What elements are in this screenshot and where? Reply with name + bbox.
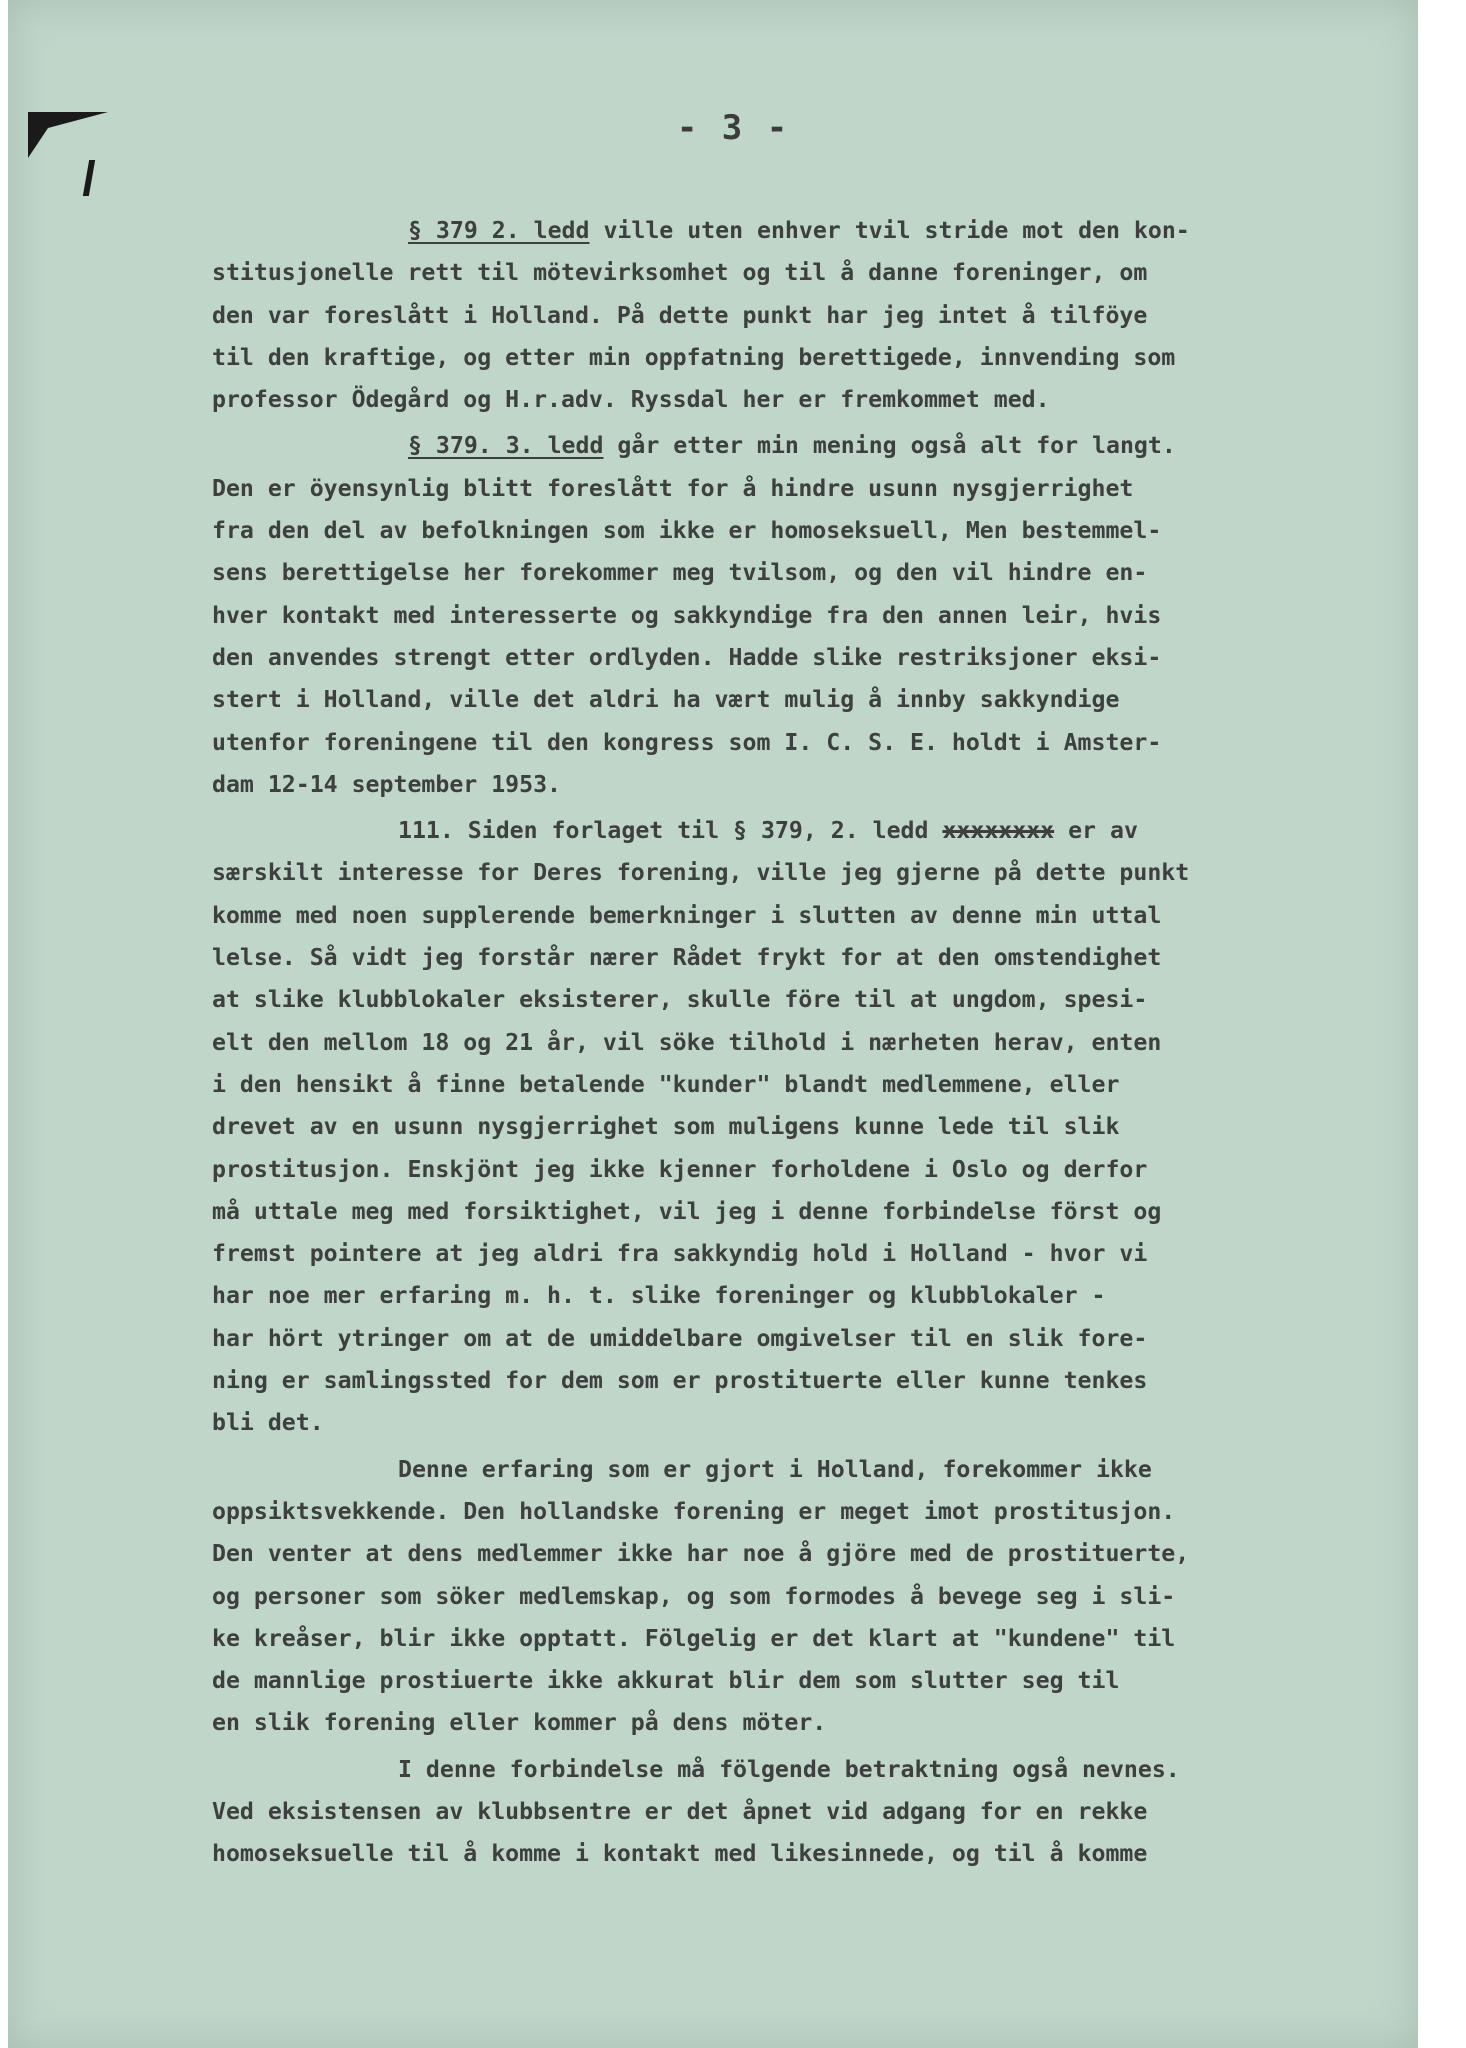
paragraph-1 bbox=[212, 210, 1432, 421]
line-text: ville uten enhver tvil stride mot den kon- bbox=[589, 217, 1190, 244]
text-line: homoseksuelle til å komme i kontakt med likesinnede, og til å komme bbox=[212, 1840, 1148, 1868]
text-line: og personer som söker medlemskap, og som formodes å bevege seg i sli- bbox=[212, 1582, 1176, 1610]
page-number: - 3 - bbox=[676, 108, 790, 148]
line-text: 111. Siden forlaget til § 379, 2. ledd bbox=[398, 817, 943, 845]
text-line bbox=[212, 1749, 1432, 1791]
text-line: den anvendes strengt etter ordlyden. Hadde slike restriksjoner eksi- bbox=[212, 643, 1162, 671]
text-line: professor Ödegård og H.r.adv. Ryssdal her er fremkommet med. bbox=[212, 386, 1050, 414]
text-line: hver kontakt med interesserte og sakkyndige fra den annen leir, hvis bbox=[212, 601, 1162, 629]
text-line: må uttale meg med forsiktighet, vil jeg i denne forbindelse först og bbox=[212, 1197, 1162, 1225]
text-line: til den kraftige, og etter min oppfatning berettigede, innvending som bbox=[212, 343, 1176, 371]
text-line: utenfor foreningene til den kongress som I. C. S. E. holdt i Amster- bbox=[212, 728, 1162, 756]
text-line: stert i Holland, ville det aldri ha vært mulig å innby sakkyndige bbox=[212, 686, 1120, 714]
section-reference: § 379 2. ledd bbox=[408, 217, 590, 244]
text-line: stitusjonelle rett til mötevirksomhet og til å danne foreninger, om bbox=[212, 259, 1148, 287]
text-line: de mannlige prostiuerte ikke akkurat blir dem som slutter seg til bbox=[212, 1667, 1120, 1695]
paragraph-2 bbox=[212, 425, 1432, 806]
text-line bbox=[212, 810, 1432, 852]
text-line: sens berettigelse her forekommer meg tvilsom, og den vil hindre en- bbox=[212, 559, 1148, 587]
text-line: drevet av en usunn nysgjerrighet som muligens kunne lede til slik bbox=[212, 1113, 1120, 1141]
text-line: har hört ytringer om at de umiddelbare omgivelser til en slik fore- bbox=[212, 1324, 1148, 1352]
text-line: Ved eksistensen av klubbsentre er det åpnet vid adgang for en rekke bbox=[212, 1797, 1148, 1825]
document-body bbox=[212, 210, 1432, 1880]
text-line: komme med noen supplerende bemerkninger i slutten av denne min uttal bbox=[212, 901, 1162, 929]
text-line: Den er öyensynlig blitt foreslått for å hindre usunn nysgjerrighet bbox=[212, 474, 1134, 502]
text-line: fremst pointere at jeg aldri fra sakkyndig hold i Holland - hvor vi bbox=[212, 1240, 1148, 1268]
text-line: at slike klubblokaler eksisterer, skulle före til at ungdom, spesi- bbox=[212, 986, 1148, 1014]
edge-tick-mark bbox=[83, 160, 95, 196]
text-line: dam 12-14 september 1953. bbox=[212, 770, 562, 798]
text-line: særskilt interesse for Deres forening, ville jeg gjerne på dette punkt bbox=[212, 859, 1190, 887]
text-line bbox=[212, 425, 1432, 467]
section-reference: § 379. 3. ledd bbox=[408, 432, 604, 460]
text-line: bli det. bbox=[212, 1409, 324, 1437]
text-line: fra den del av befolkningen som ikke er homoseksuell, Men bestemmel- bbox=[212, 517, 1162, 545]
text-line: oppsiktsvekkende. Den hollandske forening er meget imot prostitusjon. bbox=[212, 1497, 1176, 1525]
text-line: den var foreslått i Holland. På dette punkt har jeg intet å tilföye bbox=[212, 301, 1148, 329]
struck-out-text: xxxxxxxx bbox=[942, 817, 1055, 845]
text-line: ning er samlingssted for dem som er prostituerte eller kunne tenkes bbox=[212, 1367, 1148, 1395]
text-line: ke kreåser, blir ikke opptatt. Fölgelig er det klart at "kundene" til bbox=[212, 1624, 1176, 1652]
line-text: I denne forbindelse må fölgende betraktning også nevnes. bbox=[398, 1755, 1180, 1783]
text-line: elt den mellom 18 og 21 år, vil söke tilhold i nærheten herav, enten bbox=[212, 1028, 1162, 1056]
paragraph-3 bbox=[212, 810, 1432, 1444]
text-line: en slik forening eller kommer på dens möter. bbox=[212, 1709, 827, 1737]
text-line: Den venter at dens medlemmer ikke har noe å gjöre med de prostituerte, bbox=[212, 1540, 1190, 1568]
line-text: er av bbox=[1054, 817, 1138, 845]
line-text: går etter min mening også alt for langt. bbox=[603, 432, 1176, 460]
text-line: i den hensikt å finne betalende "kunder" blandt medlemmene, eller bbox=[212, 1070, 1120, 1098]
text-line: har noe mer erfaring m. h. t. slike foreninger og klubblokaler - bbox=[212, 1282, 1106, 1310]
paragraph-5 bbox=[212, 1749, 1432, 1876]
text-line: prostitusjon. Enskjönt jeg ikke kjenner forholdene i Oslo og derfor bbox=[212, 1155, 1148, 1183]
text-line: lelse. Så vidt jeg forstår nærer Rådet frykt for at den omstendighet bbox=[212, 944, 1162, 972]
paragraph-4 bbox=[212, 1449, 1432, 1745]
line-text: Denne erfaring som er gjort i Holland, forekommer ikke bbox=[398, 1455, 1152, 1483]
text-line bbox=[212, 1449, 1432, 1491]
text-line bbox=[212, 210, 1432, 252]
